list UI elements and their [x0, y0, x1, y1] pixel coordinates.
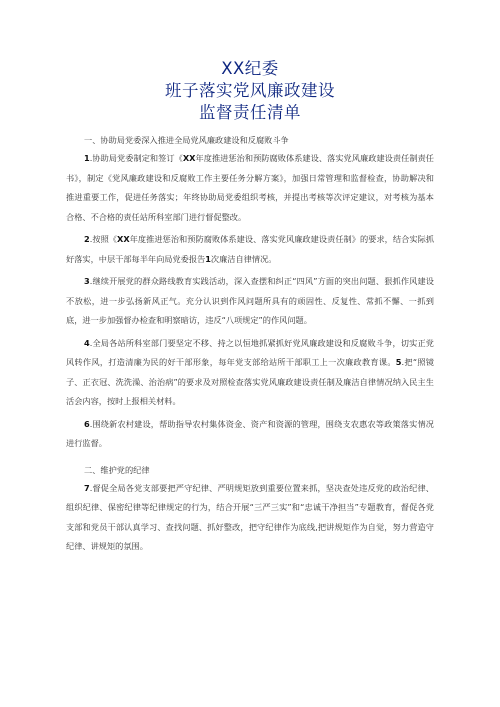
paragraph-2-text-a: .按照《 — [89, 234, 118, 244]
paragraph-2-text-c: 次廉洁自律情况。 — [210, 253, 277, 264]
paragraph-1-xx: XX — [182, 153, 196, 163]
paragraph-7-text: .督促全局各党支部要把严守纪律、严明规矩放到重要位置来抓，坚决查处违反党的政治纪律、组织纪律、保密纪律等纪律规定的行为，结合开展“三严三实”和“忠诚干净担当”专题教育，督促各党支部和党员干部认真学习、查找问题、抓好整改，把守纪律作为底线,把讲规矩作为自觉，努力营造守纪律、讲规矩的氛围。 — [66, 482, 434, 551]
doc-title-line-1: XX纪委 — [221, 59, 279, 78]
paragraph-3-number: 3 — [84, 276, 90, 286]
paragraph-1 — [66, 149, 434, 227]
section-heading-1: 一、协助局党委深入推进全局党风廉政建设和反腐败斗争 — [84, 135, 289, 145]
paragraph-5-number: 5 — [395, 357, 402, 367]
paragraph-5-text: .把“照镜子、正衣冠、洗洗澡、治治病”的要求及对照检查落实党风廉政建设责任制及廉洁自律情况纳入民主生活会内容，按时上报相关材料。 — [66, 357, 434, 406]
paragraph-4-text-a: .全局各站所科室部门要坚定不移、持之以恒地抓紧抓好党风廉政建设和反腐败斗争，切实正党风转作风，打造清廉为民的好干部形象，每年党支部给站所干部职工上一次廉政教育课。 — [66, 337, 434, 367]
paragraph-3 — [66, 272, 434, 331]
paragraph-1-text-a: .协助局党委制定和签订《 — [89, 153, 183, 163]
paragraph-7 — [66, 479, 434, 557]
paragraph-2-text-b: 年度推进惩治和预防腐败体系建设、落实党风廉政建设责任制》的要求，结合实际抓好落实，中层干部每半年向局党委报告 — [66, 234, 434, 264]
paragraph-2-count: 1 — [205, 253, 211, 264]
paragraph-1-number: 1 — [84, 153, 90, 163]
doc-title-line-2: 班子落实党风廉政建设 — [165, 81, 335, 100]
paragraph-2-xx: XX — [117, 234, 130, 244]
paragraph-1-text-b: 年度推进惩治和预防腐败体系建设、落实党风廉政建设责任制责任书》，制定《党风廉政建设和反腐败工作主要任务分解方案》，加强日常管理和监督检查，协助解决和推进重要工作，促进任务落实；年终协助局党委组织考核，并提出考核等次评定建议，对考核为基本合格、不合格的责任站所科室部门进行督促整改。 — [66, 153, 434, 222]
paragraph-6-text: .围绕新农村建设，帮助指导农村集体资金、资产和资源的管理，围绕支农惠农等政策落实情况进行监督。 — [66, 418, 434, 448]
section-heading-2: 二、维护党的纪律 — [84, 464, 150, 475]
paragraph-6-number: 6 — [84, 418, 90, 429]
paragraph-3-text: .继续开展党的群众路线教育实践活动，深入查摆和纠正“四风”方面的突出问题、狠抓作风建设不放松，进一步弘扬新风正气。充分认识到作风问题所具有的顽固性、反复性、常抓不懈、一抓到底，进一步加强督办检查和明察暗访，违反“八项规定”的作风问题。 — [66, 276, 434, 325]
paragraph-6 — [66, 415, 434, 454]
paragraph-2 — [66, 230, 434, 269]
doc-title-line-3: 监督责任清单 — [199, 103, 301, 122]
paragraph-4 — [66, 334, 434, 412]
paragraph-2-number: 2 — [84, 234, 90, 244]
paragraph-7-number: 7 — [84, 482, 90, 493]
paragraph-4-number: 4 — [84, 337, 90, 348]
